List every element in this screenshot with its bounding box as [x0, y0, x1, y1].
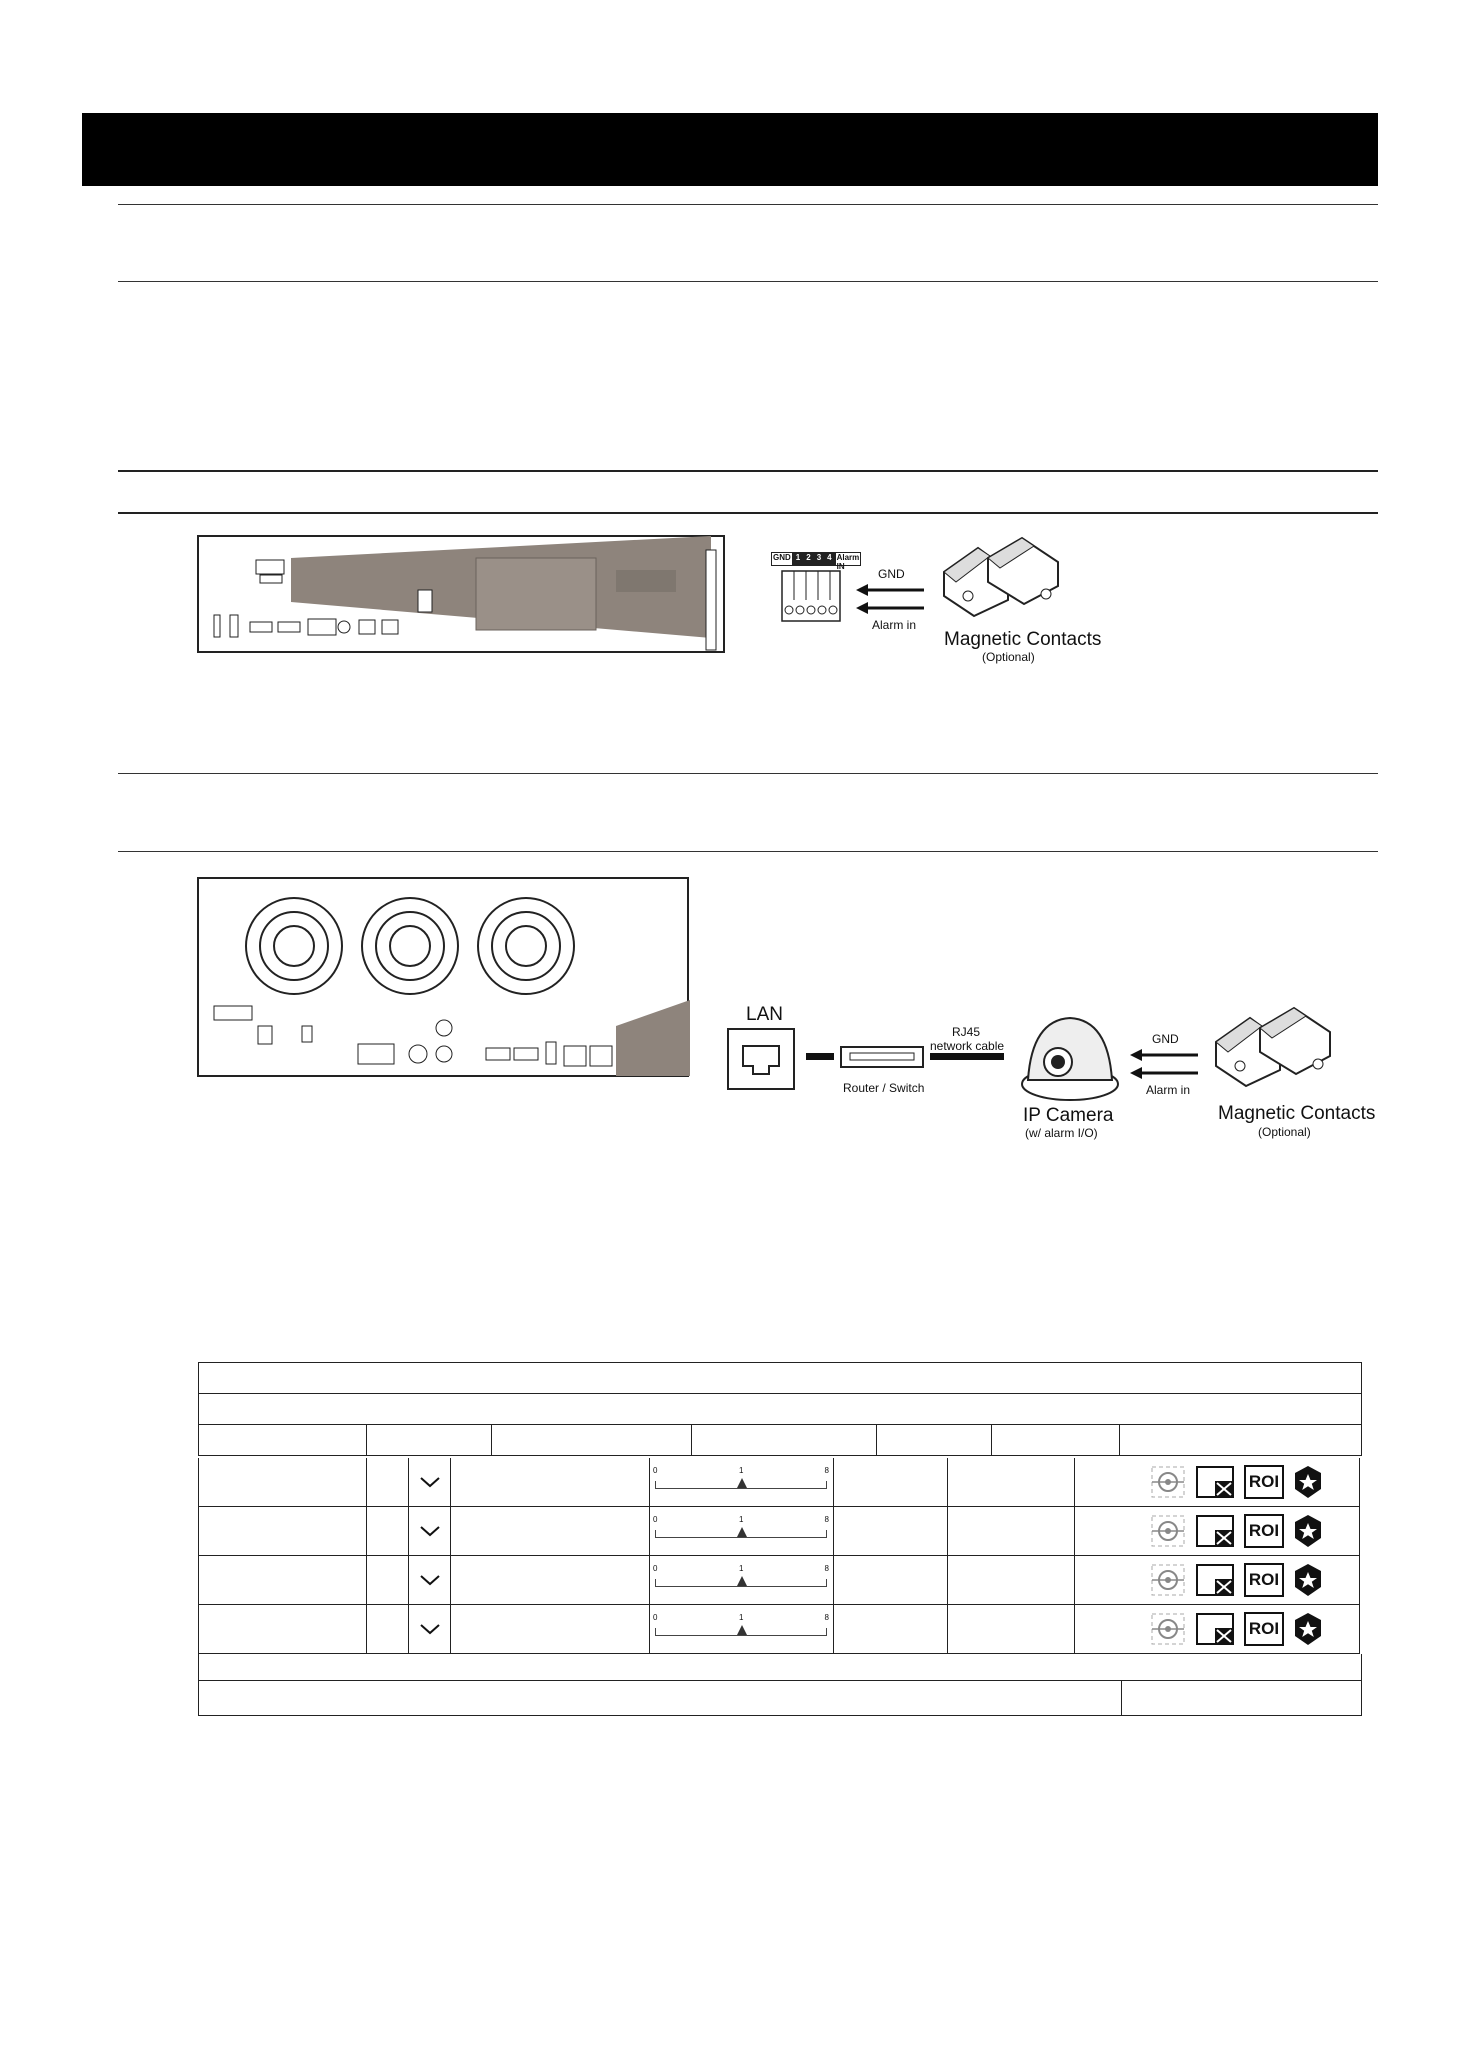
slider-min-label: 0: [653, 1564, 658, 1573]
slider-mid-label: 1: [739, 1613, 744, 1622]
star-badge-icon[interactable]: [1293, 1465, 1323, 1499]
slider-track-end: [826, 1579, 827, 1587]
dropdown-toggle[interactable]: [408, 1556, 451, 1604]
table-row: [198, 1507, 1360, 1556]
mask-disabled-icon[interactable]: [1195, 1612, 1235, 1646]
footer-button-cell[interactable]: [1121, 1680, 1362, 1715]
slider-max-label: 8: [824, 1515, 829, 1524]
cable-label: network cable: [930, 1039, 1005, 1053]
ip-camera-icon: [1018, 1010, 1122, 1106]
chevron-down-icon: [419, 1475, 441, 1489]
slider-min-label: 0: [653, 1613, 658, 1622]
gnd-arrow-icon: [1130, 1049, 1198, 1061]
table-header-row: [199, 1363, 1362, 1394]
motion-detection-icon[interactable]: [1150, 1563, 1186, 1597]
mask-disabled-icon[interactable]: [1195, 1514, 1235, 1548]
column-divider: [947, 1507, 948, 1555]
terminal-label: Alarm IN: [836, 553, 860, 571]
nvr-rear-panel-image: [196, 530, 726, 655]
table-header-row: [199, 1425, 1362, 1456]
dropdown-toggle[interactable]: [408, 1507, 451, 1555]
terminal-label: 2: [803, 552, 813, 566]
slider-min-label: 0: [653, 1515, 658, 1524]
column-divider: [366, 1507, 367, 1555]
roi-icon[interactable]: ROI: [1244, 1612, 1284, 1646]
slider-thumb-icon[interactable]: [737, 1576, 747, 1586]
table-header-row: [199, 1394, 1362, 1425]
column-divider: [1074, 1556, 1075, 1604]
actions-cell: [1150, 1611, 1323, 1647]
column-divider: [947, 1556, 948, 1604]
column-divider: [366, 1605, 367, 1653]
slider-max-label: 8: [824, 1613, 829, 1622]
slider-track-end: [826, 1481, 827, 1489]
actions-cell: [1150, 1513, 1323, 1549]
chevron-down-icon: [419, 1524, 441, 1538]
column-divider: [366, 1458, 367, 1506]
column-divider: [366, 1556, 367, 1604]
column-divider: [1074, 1605, 1075, 1653]
column-divider: [833, 1605, 834, 1653]
divider: [118, 204, 1378, 205]
magnetic-contacts-note: (Optional): [982, 650, 1035, 664]
cable-line-icon: [806, 1053, 834, 1061]
magnetic-contacts-label: Magnetic Contacts: [944, 629, 1102, 650]
divider: [118, 281, 1378, 282]
column-divider: [649, 1605, 650, 1653]
magnetic-contacts-label: Magnetic Contacts: [1218, 1103, 1376, 1124]
slider-track-end: [655, 1530, 656, 1538]
terminal-label: 4: [824, 552, 834, 566]
table-row: [198, 1556, 1360, 1605]
slider-max-label: 8: [824, 1466, 829, 1475]
table-footer: [198, 1654, 1362, 1716]
roi-icon[interactable]: ROI: [1244, 1465, 1284, 1499]
router-switch-label: Router / Switch: [843, 1081, 925, 1095]
star-badge-icon[interactable]: [1293, 1612, 1323, 1646]
dropdown-toggle[interactable]: [408, 1605, 451, 1653]
column-divider: [1074, 1507, 1075, 1555]
sensitivity-slider[interactable]: [653, 1613, 829, 1645]
column-divider: [1074, 1458, 1075, 1506]
slider-mid-label: 1: [739, 1466, 744, 1475]
nvr-rear-panel-image: [196, 876, 690, 1080]
gnd-label: GND: [878, 567, 905, 581]
terminal-connector-icon: [781, 570, 841, 622]
divider: [118, 851, 1378, 852]
slider-track: [655, 1488, 827, 1489]
magnetic-contacts-icon: [1210, 1006, 1340, 1090]
roi-icon[interactable]: ROI: [1244, 1514, 1284, 1548]
lan-port-icon: [727, 1028, 795, 1090]
sensitivity-slider[interactable]: [653, 1466, 829, 1498]
gnd-label: GND: [1152, 1032, 1179, 1046]
slider-track-end: [655, 1628, 656, 1636]
gnd-arrow-icon: [856, 584, 924, 596]
chevron-down-icon: [419, 1573, 441, 1587]
column-divider: [833, 1507, 834, 1555]
slider-thumb-icon[interactable]: [737, 1527, 747, 1537]
roi-icon[interactable]: ROI: [1244, 1563, 1284, 1597]
column-divider: [833, 1556, 834, 1604]
table-row: [198, 1605, 1360, 1654]
terminal-label: 1: [793, 552, 803, 566]
terminal-block: [771, 552, 859, 624]
star-badge-icon[interactable]: [1293, 1563, 1323, 1597]
router-switch-icon: [840, 1046, 924, 1068]
ip-camera-label: IP Camera: [1023, 1105, 1114, 1126]
alarm-in-label: Alarm in: [1146, 1083, 1191, 1097]
actions-cell: [1150, 1562, 1323, 1598]
slider-thumb-icon[interactable]: [737, 1478, 747, 1488]
slider-min-label: 0: [653, 1466, 658, 1475]
table-row: [198, 1458, 1360, 1507]
column-divider: [649, 1507, 650, 1555]
motion-detection-icon[interactable]: [1150, 1514, 1186, 1548]
alarm-in-label: Alarm in: [872, 618, 917, 632]
motion-detection-icon[interactable]: [1150, 1612, 1186, 1646]
slider-max-label: 8: [824, 1564, 829, 1573]
sensitivity-slider[interactable]: [653, 1564, 829, 1596]
divider: [118, 470, 1378, 472]
cable-line-icon: [930, 1053, 1004, 1061]
slider-track: [655, 1635, 827, 1636]
magnetic-contacts-icon: [938, 536, 1068, 620]
slider-track-end: [655, 1579, 656, 1587]
divider: [118, 512, 1378, 514]
slider-mid-label: 1: [739, 1515, 744, 1524]
slider-track-end: [826, 1530, 827, 1538]
mask-disabled-icon[interactable]: [1195, 1563, 1235, 1597]
magnetic-contacts-note: (Optional): [1258, 1125, 1311, 1139]
motion-detection-icon[interactable]: [1150, 1465, 1186, 1499]
actions-cell: [1150, 1464, 1323, 1500]
alarm-in-arrow-icon: [1130, 1067, 1198, 1079]
slider-thumb-icon[interactable]: [737, 1625, 747, 1635]
star-badge-icon[interactable]: [1293, 1514, 1323, 1548]
cable-label: RJ45: [952, 1025, 981, 1039]
column-divider: [649, 1458, 650, 1506]
column-divider: [649, 1556, 650, 1604]
lan-label: LAN: [746, 1004, 783, 1025]
terminal-label: 3: [814, 552, 824, 566]
slider-track: [655, 1537, 827, 1538]
sensitivity-slider[interactable]: [653, 1515, 829, 1547]
slider-mid-label: 1: [739, 1564, 744, 1573]
header-bar: [82, 113, 1378, 186]
settings-table: [198, 1362, 1362, 1456]
terminal-label: GND: [771, 552, 793, 566]
slider-track-end: [655, 1481, 656, 1489]
dropdown-toggle[interactable]: [408, 1458, 451, 1506]
chevron-down-icon: [419, 1622, 441, 1636]
slider-track: [655, 1586, 827, 1587]
column-divider: [947, 1605, 948, 1653]
slider-track-end: [826, 1628, 827, 1636]
divider: [118, 773, 1378, 774]
column-divider: [947, 1458, 948, 1506]
alarm-in-arrow-icon: [856, 602, 924, 614]
ip-camera-note: (w/ alarm I/O): [1025, 1126, 1098, 1140]
mask-disabled-icon[interactable]: [1195, 1465, 1235, 1499]
column-divider: [833, 1458, 834, 1506]
